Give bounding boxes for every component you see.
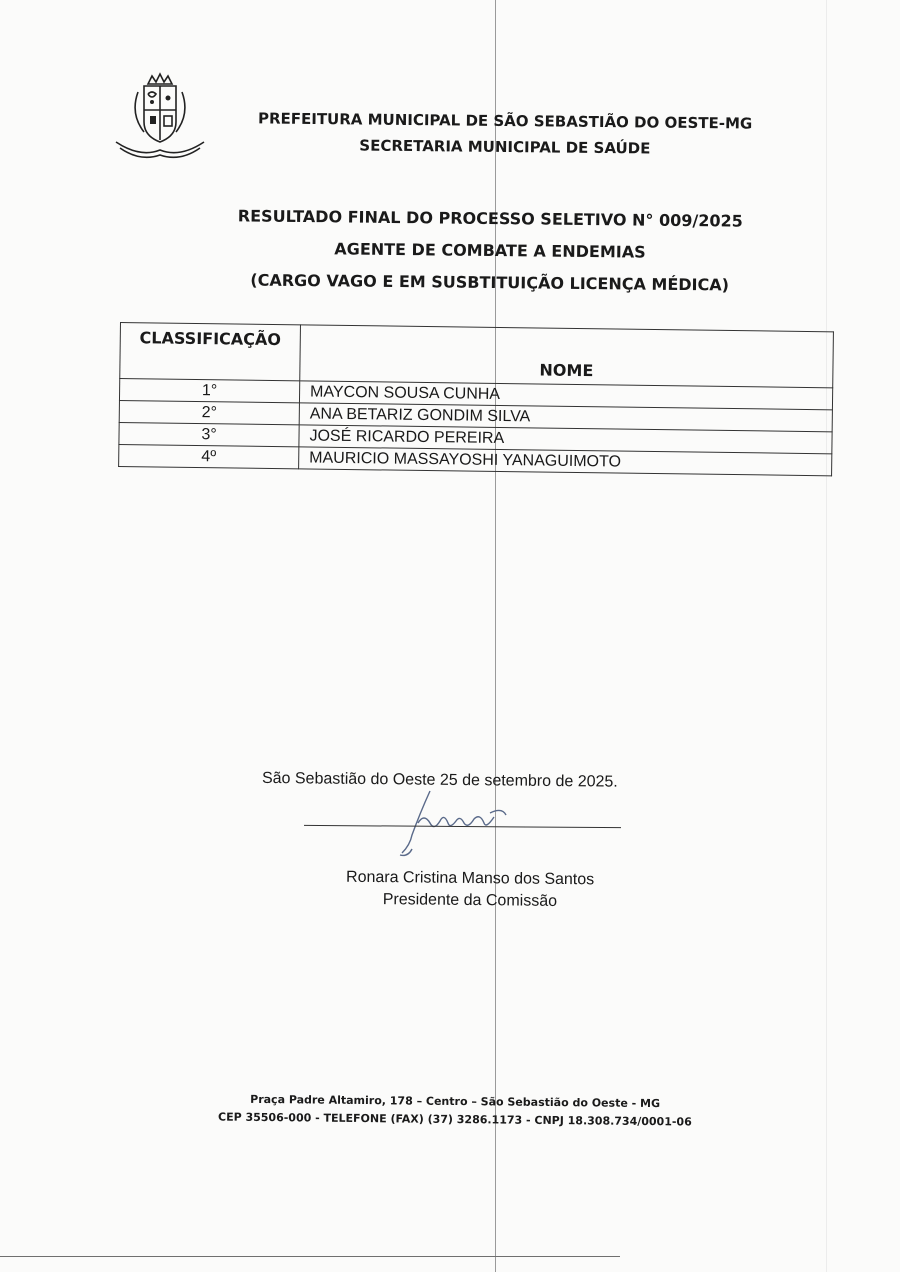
signer-role: Presidente da Comissão — [382, 891, 558, 910]
footer-contact: CEP 35506-000 - TELEFONE (FAX) (37) 3286.1173 - CNPJ 18.308.734/0001-06 — [217, 1110, 692, 1129]
results-table — [118, 322, 834, 476]
scan-bottom-edge — [0, 1256, 620, 1257]
signer-block — [300, 866, 640, 914]
name-cell: JOSÉ RICARDO PEREIRA — [299, 425, 832, 454]
title-result: RESULTADO FINAL DO PROCESSO SELETIVO N° 009/2025 — [237, 206, 743, 231]
title-note: (CARGO VAGO E EM SUSBTITUIÇÃO LICENÇA MÉDICA) — [250, 270, 730, 295]
title-position: AGENTE DE COMBATE A ENDEMIAS — [334, 239, 646, 262]
municipal-coat-of-arms-logo — [110, 70, 210, 160]
scan-edge-line — [826, 0, 827, 1272]
address-footer — [195, 1090, 715, 1131]
date-line: São Sebastião do Oeste 25 de setembro de 2025. — [261, 769, 618, 791]
column-header-classificacao: CLASSIFICAÇÃO — [120, 323, 301, 381]
rank-cell: 4º — [119, 444, 299, 468]
rank-cell: 1° — [119, 379, 299, 403]
table-header-row — [120, 323, 834, 388]
header-secretaria: SECRETARIA MUNICIPAL DE SAÚDE — [359, 136, 651, 158]
results-table-wrapper — [118, 322, 834, 476]
scan-fold-line — [495, 0, 496, 1272]
rank-cell: 2° — [119, 400, 299, 424]
footer-address: Praça Padre Altamiro, 178 – Centro – São Sebastião do Oeste - MG — [250, 1092, 661, 1111]
header-prefeitura: PREFEITURA MUNICIPAL DE SÃO SEBASTIÃO DO OESTE-MG — [257, 109, 753, 133]
signer-name: Ronara Cristina Manso dos Santos — [345, 868, 595, 889]
name-cell: MAURICIO MASSAYOSHI YANAGUIMOTO — [299, 447, 832, 476]
column-header-nome: NOME — [300, 325, 834, 388]
rank-cell: 3° — [119, 422, 299, 446]
handwritten-signature — [390, 783, 530, 863]
name-cell: MAYCON SOUSA CUNHA — [299, 381, 832, 410]
institution-header — [240, 105, 771, 163]
document-title — [200, 200, 781, 302]
name-cell: ANA BETARIZ GONDIM SILVA — [299, 403, 832, 432]
